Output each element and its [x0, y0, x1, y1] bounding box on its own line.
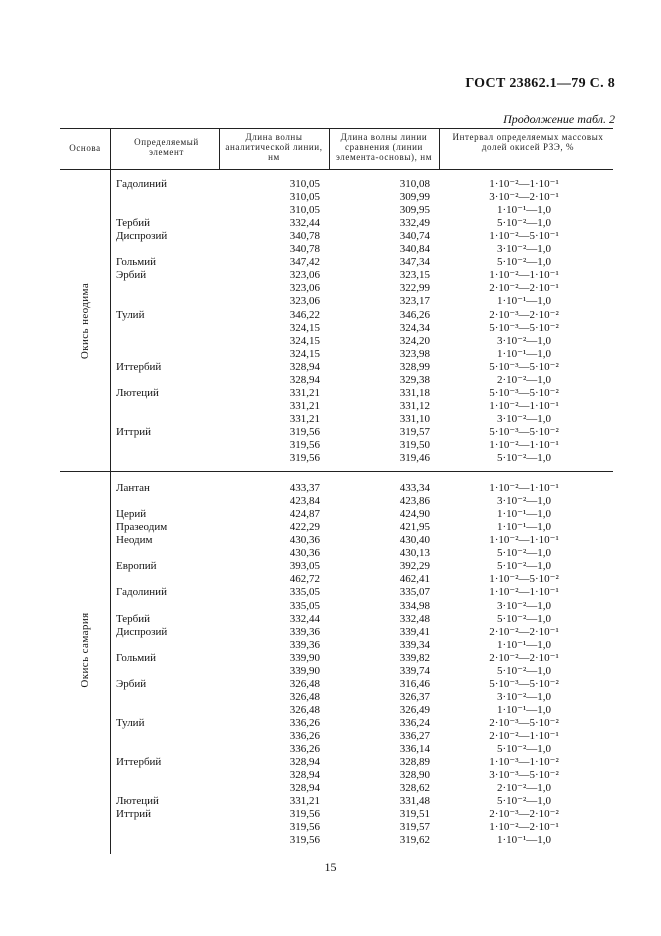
row-concentration-range: 2·10⁻²—1,0 — [496, 782, 552, 795]
row-concentration-range: 5·10⁻²—1,0 — [496, 664, 552, 677]
row-analytic-wavelength: 324,15 — [289, 347, 320, 360]
row-element-name: Эрбий — [116, 677, 147, 690]
row-element-name: Гольмий — [116, 651, 156, 664]
row-comparison-wavelength: 324,34 — [399, 321, 430, 334]
row-concentration-range: 2·10⁻³—2·10⁻² — [489, 308, 559, 321]
row-analytic-wavelength: 319,56 — [289, 808, 320, 821]
row-element-name: Диспрозий — [116, 625, 168, 638]
row-concentration-range: 3·10⁻³—5·10⁻² — [489, 769, 559, 782]
row-comparison-wavelength: 328,99 — [399, 360, 430, 373]
row-comparison-wavelength: 328,62 — [399, 782, 430, 795]
row-comparison-wavelength: 331,10 — [399, 412, 430, 425]
row-analytic-wavelength: 335,05 — [289, 586, 320, 599]
row-element-name: Гадолиний — [116, 178, 167, 190]
row-element-name: Гольмий — [116, 256, 156, 269]
row-concentration-range: 5·10⁻²—1,0 — [496, 452, 552, 465]
row-analytic-wavelength: 323,06 — [289, 282, 320, 295]
row-comparison-wavelength: 332,49 — [399, 217, 430, 230]
row-concentration-range: 5·10⁻²—1,0 — [496, 612, 552, 625]
row-concentration-range: 2·10⁻²—2·10⁻¹ — [489, 625, 559, 638]
row-concentration-range: 3·10⁻²—1,0 — [496, 243, 552, 256]
row-comparison-wavelength: 328,90 — [399, 769, 430, 782]
row-concentration-range: 1·10⁻³—1·10⁻² — [489, 756, 559, 768]
row-concentration-range: 3·10⁻²—1,0 — [496, 599, 552, 612]
row-analytic-wavelength: 339,36 — [289, 638, 320, 651]
page-header-code: ГОСТ 23862.1—79 С. 8 — [465, 76, 615, 91]
row-comparison-wavelength: 339,82 — [399, 651, 430, 664]
row-concentration-range: 5·10⁻²—1,0 — [496, 743, 552, 755]
table-top-rule — [60, 128, 613, 129]
row-analytic-wavelength: 328,94 — [289, 360, 320, 373]
row-comparison-wavelength: 326,37 — [399, 690, 430, 703]
row-comparison-wavelength: 339,74 — [399, 664, 430, 677]
row-comparison-wavelength: 319,57 — [399, 821, 430, 834]
column-header-comparison-line: Длина волны линии сравнения (линии элемента-основы), нм — [335, 132, 433, 162]
row-analytic-wavelength: 331,21 — [289, 412, 320, 425]
row-analytic-wavelength: 393,05 — [289, 560, 320, 573]
row-comparison-wavelength: 339,41 — [399, 625, 430, 638]
row-concentration-range: 2·10⁻²—2·10⁻¹ — [489, 651, 559, 664]
row-comparison-wavelength: 346,26 — [399, 308, 430, 321]
column-header-element: Определяемый элемент — [134, 137, 199, 157]
row-comparison-wavelength: 331,18 — [399, 386, 430, 399]
row-analytic-wavelength: 331,21 — [289, 795, 320, 808]
row-analytic-wavelength: 324,15 — [289, 334, 320, 347]
row-comparison-wavelength: 430,13 — [399, 547, 430, 560]
row-comparison-wavelength: 319,62 — [399, 834, 430, 847]
row-element-name: Иттрий — [116, 808, 151, 821]
row-concentration-range: 5·10⁻³—5·10⁻² — [489, 360, 559, 373]
row-comparison-wavelength: 326,49 — [399, 703, 430, 716]
row-analytic-wavelength: 328,94 — [289, 769, 320, 782]
row-analytic-wavelength: 347,42 — [289, 256, 320, 269]
row-concentration-range: 5·10⁻²—1,0 — [496, 560, 552, 573]
row-concentration-range: 5·10⁻²—1,0 — [496, 217, 552, 230]
row-analytic-wavelength: 422,29 — [289, 521, 320, 534]
row-element-name: Тербий — [116, 217, 151, 230]
row-concentration-range: 3·10⁻²—2·10⁻¹ — [489, 191, 559, 204]
row-comparison-wavelength: 309,95 — [399, 204, 430, 217]
column-divider — [110, 128, 111, 854]
row-comparison-wavelength: 339,34 — [399, 638, 430, 651]
row-comparison-wavelength: 462,41 — [399, 573, 430, 586]
row-analytic-wavelength: 310,05 — [289, 178, 320, 190]
row-comparison-wavelength: 328,89 — [399, 756, 430, 768]
row-element-name: Иттербий — [116, 756, 162, 768]
row-concentration-range: 5·10⁻²—1,0 — [496, 256, 552, 269]
row-concentration-range: 1·10⁻¹—1,0 — [496, 508, 552, 521]
row-concentration-range: 2·10⁻³—5·10⁻² — [489, 716, 559, 729]
row-comparison-wavelength: 319,57 — [399, 426, 430, 438]
row-element-name: Эрбий — [116, 269, 147, 282]
row-element-name: Иттербий — [116, 360, 162, 373]
section-label-samarium-oxide: Окись самария — [79, 612, 91, 688]
page-number: 15 — [324, 860, 337, 874]
row-comparison-wavelength: 335,07 — [399, 586, 430, 599]
row-analytic-wavelength: 433,37 — [289, 482, 320, 494]
row-comparison-wavelength: 433,34 — [399, 482, 430, 494]
row-element-name: Тулий — [116, 308, 145, 321]
row-element-name: Диспрозий — [116, 230, 168, 243]
column-header-base: Основа — [69, 143, 101, 153]
row-analytic-wavelength: 430,36 — [289, 547, 320, 560]
row-comparison-wavelength: 316,46 — [399, 677, 430, 690]
row-analytic-wavelength: 336,26 — [289, 730, 320, 742]
row-comparison-wavelength: 331,48 — [399, 795, 430, 808]
row-comparison-wavelength: 329,38 — [399, 373, 430, 386]
row-concentration-range: 5·10⁻³—5·10⁻² — [489, 677, 559, 690]
row-element-name: Лютеций — [116, 795, 159, 808]
row-comparison-wavelength: 322,99 — [399, 282, 430, 295]
row-analytic-wavelength: 340,78 — [289, 243, 320, 256]
row-comparison-wavelength: 319,50 — [399, 439, 430, 451]
row-element-name: Празеодим — [116, 521, 168, 534]
row-analytic-wavelength: 430,36 — [289, 534, 320, 547]
row-concentration-range: 3·10⁻²—1,0 — [496, 495, 552, 508]
row-comparison-wavelength: 347,34 — [399, 256, 430, 269]
row-analytic-wavelength: 336,26 — [289, 743, 320, 755]
row-comparison-wavelength: 323,15 — [399, 269, 430, 282]
row-concentration-range: 1·10⁻¹—1,0 — [496, 834, 552, 847]
row-analytic-wavelength: 331,21 — [289, 386, 320, 399]
row-concentration-range: 1·10⁻²—5·10⁻² — [489, 573, 559, 586]
row-analytic-wavelength: 319,56 — [289, 452, 320, 465]
row-analytic-wavelength: 332,44 — [289, 217, 320, 230]
row-concentration-range: 2·10⁻³—2·10⁻² — [489, 808, 559, 821]
row-concentration-range: 1·10⁻²—1·10⁻¹ — [489, 178, 559, 190]
section-label-neodymium-oxide: Окись неодима — [79, 282, 91, 360]
row-analytic-wavelength: 328,94 — [289, 756, 320, 768]
row-concentration-range: 5·10⁻³—5·10⁻² — [489, 426, 559, 438]
row-concentration-range: 2·10⁻²—2·10⁻¹ — [489, 282, 559, 295]
row-comparison-wavelength: 423,86 — [399, 495, 430, 508]
row-concentration-range: 1·10⁻¹—1,0 — [496, 521, 552, 534]
row-analytic-wavelength: 310,05 — [289, 204, 320, 217]
row-analytic-wavelength: 336,26 — [289, 716, 320, 729]
row-analytic-wavelength: 332,44 — [289, 612, 320, 625]
row-comparison-wavelength: 324,20 — [399, 334, 430, 347]
row-analytic-wavelength: 339,90 — [289, 664, 320, 677]
row-concentration-range: 5·10⁻³—5·10⁻² — [489, 386, 559, 399]
row-analytic-wavelength: 310,05 — [289, 191, 320, 204]
row-element-name: Европий — [116, 560, 157, 573]
row-element-name: Тулий — [116, 716, 145, 729]
row-comparison-wavelength: 323,98 — [399, 347, 430, 360]
column-divider — [329, 128, 330, 169]
row-comparison-wavelength: 319,46 — [399, 452, 430, 465]
row-concentration-range: 1·10⁻²—1·10⁻¹ — [489, 439, 559, 451]
row-comparison-wavelength: 331,12 — [399, 399, 430, 412]
row-concentration-range: 3·10⁻²—1,0 — [496, 690, 552, 703]
row-comparison-wavelength: 336,27 — [399, 730, 430, 742]
row-comparison-wavelength: 323,17 — [399, 295, 430, 308]
row-analytic-wavelength: 339,90 — [289, 651, 320, 664]
row-element-name: Церий — [116, 508, 147, 521]
row-analytic-wavelength: 328,94 — [289, 373, 320, 386]
row-concentration-range: 3·10⁻²—1,0 — [496, 334, 552, 347]
row-concentration-range: 1·10⁻²—1·10⁻¹ — [489, 269, 559, 282]
row-concentration-range: 1·10⁻²—1·10⁻¹ — [489, 534, 559, 547]
row-comparison-wavelength: 309,99 — [399, 191, 430, 204]
row-comparison-wavelength: 392,29 — [399, 560, 430, 573]
row-element-name: Тербий — [116, 612, 151, 625]
table-continuation-note: Продолжение табл. 2 — [503, 112, 615, 126]
row-comparison-wavelength: 430,40 — [399, 534, 430, 547]
row-concentration-range: 1·10⁻²—2·10⁻¹ — [489, 821, 559, 834]
row-concentration-range: 5·10⁻³—5·10⁻² — [489, 321, 559, 334]
row-comparison-wavelength: 421,95 — [399, 521, 430, 534]
row-concentration-range: 1·10⁻¹—1,0 — [496, 638, 552, 651]
column-header-range: Интервал определяемых массовых долей окисей РЗЭ, % — [452, 132, 604, 152]
header-bottom-rule — [60, 169, 613, 170]
row-comparison-wavelength: 334,98 — [399, 599, 430, 612]
row-analytic-wavelength: 328,94 — [289, 782, 320, 795]
column-header-analytic-line: Длина волны аналитической линии, нм — [225, 132, 323, 162]
row-analytic-wavelength: 326,48 — [289, 703, 320, 716]
row-comparison-wavelength: 336,24 — [399, 716, 430, 729]
row-analytic-wavelength: 326,48 — [289, 677, 320, 690]
row-analytic-wavelength: 319,56 — [289, 439, 320, 451]
column-divider — [219, 128, 220, 169]
row-element-name: Лютеций — [116, 386, 159, 399]
row-analytic-wavelength: 319,56 — [289, 834, 320, 847]
row-analytic-wavelength: 423,84 — [289, 495, 320, 508]
row-comparison-wavelength: 310,08 — [399, 178, 430, 190]
row-concentration-range: 2·10⁻²—1,0 — [496, 373, 552, 386]
row-element-name: Иттрий — [116, 426, 151, 438]
row-analytic-wavelength: 323,06 — [289, 295, 320, 308]
row-analytic-wavelength: 335,05 — [289, 599, 320, 612]
row-analytic-wavelength: 462,72 — [289, 573, 320, 586]
row-analytic-wavelength: 346,22 — [289, 308, 320, 321]
row-concentration-range: 1·10⁻²—1·10⁻¹ — [489, 399, 559, 412]
row-concentration-range: 5·10⁻²—1,0 — [496, 795, 552, 808]
row-analytic-wavelength: 424,87 — [289, 508, 320, 521]
row-concentration-range: 1·10⁻¹—1,0 — [496, 347, 552, 360]
row-analytic-wavelength: 326,48 — [289, 690, 320, 703]
row-comparison-wavelength: 424,90 — [399, 508, 430, 521]
row-comparison-wavelength: 336,14 — [399, 743, 430, 755]
row-concentration-range: 1·10⁻¹—1,0 — [496, 295, 552, 308]
row-analytic-wavelength: 331,21 — [289, 399, 320, 412]
row-concentration-range: 3·10⁻²—1,0 — [496, 412, 552, 425]
row-concentration-range: 1·10⁻²—1·10⁻¹ — [489, 482, 559, 494]
row-concentration-range: 1·10⁻¹—1,0 — [496, 703, 552, 716]
row-concentration-range: 1·10⁻²—5·10⁻¹ — [489, 230, 559, 243]
row-concentration-range: 1·10⁻¹—1,0 — [496, 204, 552, 217]
row-element-name: Неодим — [116, 534, 153, 547]
row-analytic-wavelength: 319,56 — [289, 426, 320, 438]
row-concentration-range: 2·10⁻²—1·10⁻¹ — [489, 730, 559, 742]
row-comparison-wavelength: 340,84 — [399, 243, 430, 256]
row-analytic-wavelength: 323,06 — [289, 269, 320, 282]
row-element-name: Гадолиний — [116, 586, 167, 599]
row-analytic-wavelength: 340,78 — [289, 230, 320, 243]
row-concentration-range: 5·10⁻²—1,0 — [496, 547, 552, 560]
row-comparison-wavelength: 332,48 — [399, 612, 430, 625]
row-analytic-wavelength: 319,56 — [289, 821, 320, 834]
section-divider-rule — [60, 471, 613, 472]
row-concentration-range: 1·10⁻²—1·10⁻¹ — [489, 586, 559, 599]
row-comparison-wavelength: 319,51 — [399, 808, 430, 821]
column-divider — [439, 128, 440, 169]
row-element-name: Лантан — [116, 482, 150, 494]
row-analytic-wavelength: 339,36 — [289, 625, 320, 638]
row-comparison-wavelength: 340,74 — [399, 230, 430, 243]
row-analytic-wavelength: 324,15 — [289, 321, 320, 334]
